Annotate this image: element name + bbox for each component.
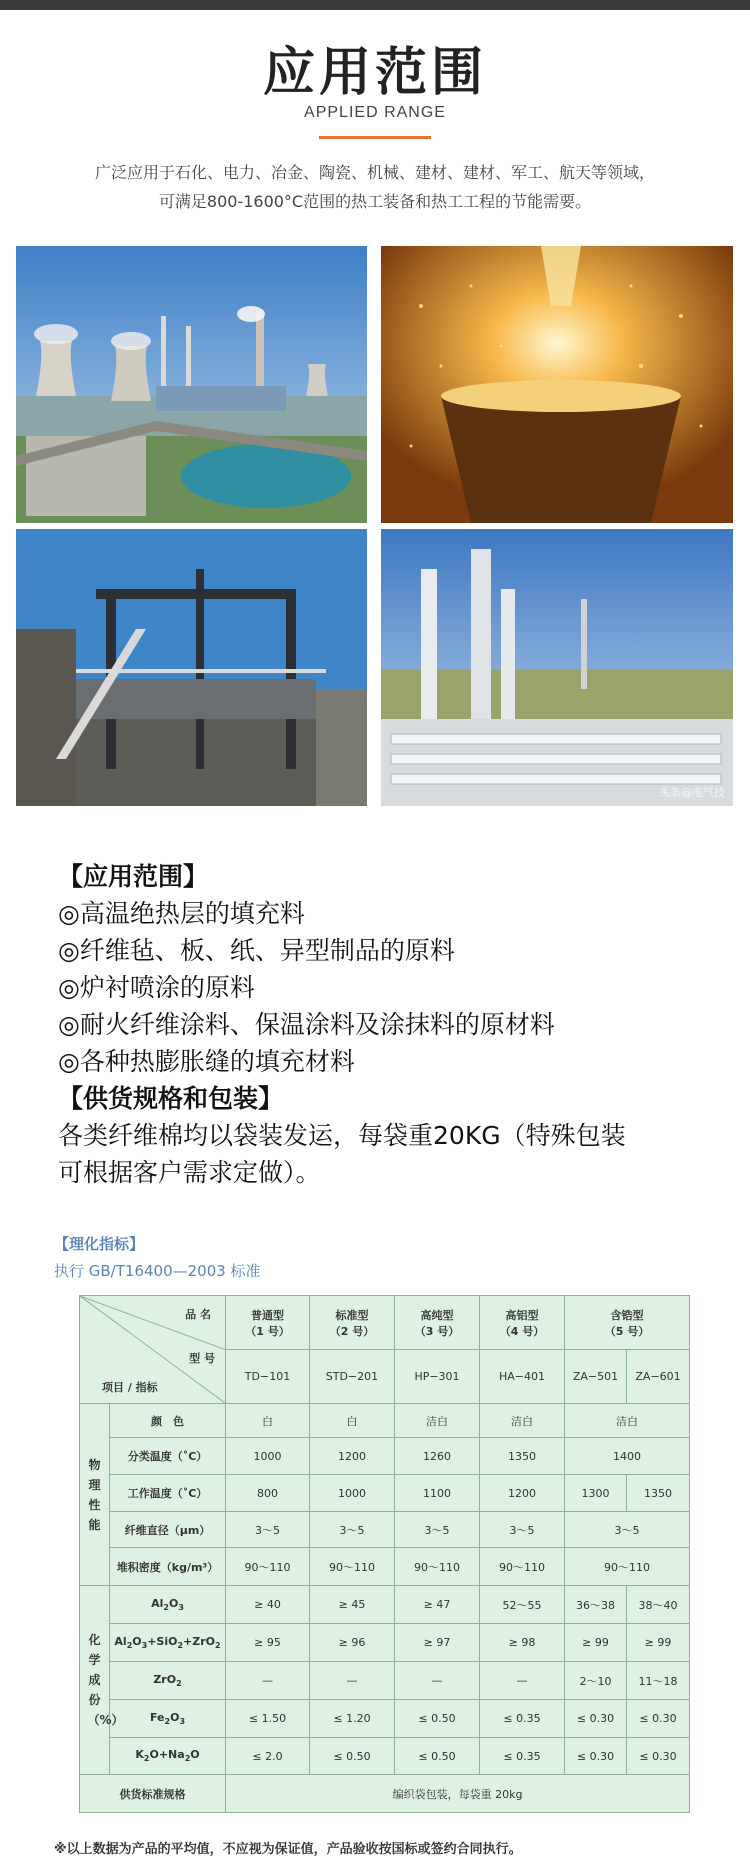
table-row	[80, 1438, 690, 1475]
row-label: 工作温度（˚C）	[110, 1475, 226, 1512]
cell: 3～5	[565, 1512, 690, 1548]
cell: 38～40	[627, 1586, 690, 1624]
cell: 1300	[565, 1475, 627, 1512]
packaging-line-2: 可根据客户需求定做）。	[58, 1158, 321, 1187]
application-item: ◎各种热膨胀缝的填充材料	[58, 1047, 355, 1076]
cell: 1350	[480, 1438, 565, 1475]
row-label-al2o3: $Al_2O_3$	[110, 1586, 226, 1624]
top-bar	[0, 0, 750, 10]
application-item: ◎纤维毡、板、纸、异型制品的原料	[58, 936, 455, 965]
cell: —	[226, 1662, 310, 1700]
lab-standard: 执行 GB/T16400—2003 标准	[54, 1262, 261, 1280]
model-cell: HP−301	[395, 1350, 480, 1404]
row-label: 供货标准规格	[80, 1775, 226, 1813]
power-plant-photo	[16, 246, 367, 523]
steel-structure-photo	[16, 529, 367, 806]
cell: 90～110	[395, 1548, 480, 1586]
table-row	[80, 1512, 690, 1548]
cell: 洁白	[395, 1404, 480, 1438]
cell: ≤ 0.30	[627, 1738, 690, 1775]
cell: 2～10	[565, 1662, 627, 1700]
cell: 90～110	[480, 1548, 565, 1586]
table-row	[80, 1548, 690, 1586]
row-label-sum: $Al_2O_3+SiO_2+ZrO_2$	[110, 1624, 226, 1662]
row-label: 纤维直径（μm）	[110, 1512, 226, 1548]
row-label-k2o: $K_2O+Na_2O$	[110, 1738, 226, 1775]
row-label-zro2: ZrO$_2$	[110, 1662, 226, 1700]
type-header: 高铝型 （4 号）	[480, 1296, 565, 1350]
corner-model-label: 型 号	[189, 1352, 215, 1365]
cell: 3～5	[395, 1512, 480, 1548]
group-physical-label: 物理性能	[80, 1404, 110, 1586]
cell: 1350	[627, 1475, 690, 1512]
cell: ≤ 0.50	[395, 1700, 480, 1738]
cell: ≤ 0.35	[480, 1700, 565, 1738]
cell: 洁白	[480, 1404, 565, 1438]
page-subtitle: APPLIED RANGE	[304, 104, 446, 121]
table-row	[80, 1700, 690, 1738]
property-table	[79, 1295, 690, 1813]
intro-text	[40, 158, 710, 216]
table-row	[80, 1404, 690, 1438]
cell: 3～5	[226, 1512, 310, 1548]
cell: 洁白	[565, 1404, 690, 1438]
cell: 90～110	[226, 1548, 310, 1586]
cell: 3～5	[480, 1512, 565, 1548]
application-item: ◎炉衬喷涂的原料	[58, 973, 255, 1002]
row-label-fe2o3: $Fe_2O_3$	[110, 1700, 226, 1738]
table-row	[80, 1296, 690, 1350]
cell: ≤ 0.35	[480, 1738, 565, 1775]
cell: 3～5	[310, 1512, 395, 1548]
cell: 1200	[310, 1438, 395, 1475]
footnote: ※以上数据为产品的平均值，不应视为保证值，产品验收按国标或签约合同执行。	[54, 1842, 522, 1857]
row-label: 堆积密度（kg/m³）	[110, 1548, 226, 1586]
cell: 1400	[565, 1438, 690, 1475]
application-heading: 【应用范围】	[58, 862, 209, 891]
group-chemical-label: 化学成份（%）	[80, 1586, 110, 1775]
corner-name-label: 品 名	[185, 1308, 211, 1321]
cell: ≤ 0.30	[627, 1700, 690, 1738]
cell: ≥ 47	[395, 1586, 480, 1624]
cell: ≤ 0.30	[565, 1700, 627, 1738]
cell: 90～110	[310, 1548, 395, 1586]
type-header: 高纯型 （3 号）	[395, 1296, 480, 1350]
table-row	[80, 1738, 690, 1775]
cell: 1100	[395, 1475, 480, 1512]
cell: —	[395, 1662, 480, 1700]
cell: 白	[226, 1404, 310, 1438]
model-cell: STD−201	[310, 1350, 395, 1404]
cell: ≤ 1.20	[310, 1700, 395, 1738]
refinery-photo	[381, 529, 733, 806]
cell: ≤ 0.30	[565, 1738, 627, 1775]
cell: 800	[226, 1475, 310, 1512]
cell: 11～18	[627, 1662, 690, 1700]
model-cell: HA−401	[480, 1350, 565, 1404]
type-header: 普通型 （1 号）	[226, 1296, 310, 1350]
cell: 52～55	[480, 1586, 565, 1624]
lab-heading: 【理化指标】	[54, 1235, 145, 1253]
cell: ≥ 40	[226, 1586, 310, 1624]
corner-item-label: 项目 / 指标	[102, 1381, 158, 1394]
row-label: 分类温度（˚C）	[110, 1438, 226, 1475]
table-row	[80, 1775, 690, 1813]
cell: 1200	[480, 1475, 565, 1512]
intro-line-2: 可满足800-1600°C范围的热工装备和热工工程的节能需要。	[158, 192, 592, 211]
model-cell: ZA−601	[627, 1350, 690, 1404]
cell: —	[310, 1662, 395, 1700]
cell: ≥ 98	[480, 1624, 565, 1662]
cell: 36～38	[565, 1586, 627, 1624]
photo-watermark: 头条@电气技	[659, 786, 725, 799]
cell: ≥ 95	[226, 1624, 310, 1662]
cell: ≤ 1.50	[226, 1700, 310, 1738]
spec-section	[58, 858, 718, 1191]
cell: ≥ 99	[627, 1624, 690, 1662]
intro-line-1: 广泛应用于石化、电力、冶金、陶瓷、机械、建材、建材、军工、航天等领域，	[94, 163, 655, 182]
cell: ≥ 97	[395, 1624, 480, 1662]
table-row	[80, 1475, 690, 1512]
cell: ≤ 0.50	[310, 1738, 395, 1775]
row-label: 颜 色	[110, 1404, 226, 1438]
cell: 90～110	[565, 1548, 690, 1586]
cell: 1000	[310, 1475, 395, 1512]
table-row	[80, 1662, 690, 1700]
molten-metal-photo	[381, 246, 733, 523]
title-underline	[319, 136, 431, 139]
model-cell: ZA−501	[565, 1350, 627, 1404]
cell: 1260	[395, 1438, 480, 1475]
type-header: 含锆型 （5 号）	[565, 1296, 690, 1350]
cell: ≤ 2.0	[226, 1738, 310, 1775]
table-row	[80, 1624, 690, 1662]
packaging-line-1: 各类纤维棉均以袋装发运，每袋重20KG（特殊包装	[58, 1121, 626, 1150]
cell: ≥ 45	[310, 1586, 395, 1624]
supply-cell: 编织袋包装，每袋重 20kg	[226, 1775, 690, 1813]
application-item: ◎高温绝热层的填充料	[58, 899, 305, 928]
cell: —	[480, 1662, 565, 1700]
packaging-heading: 【供货规格和包装】	[58, 1084, 284, 1113]
table-row	[80, 1586, 690, 1624]
cell: ≤ 0.50	[395, 1738, 480, 1775]
table-corner	[80, 1296, 226, 1404]
application-item: ◎耐火纤维涂料、保温涂料及涂抹料的原材料	[58, 1010, 555, 1039]
model-cell: TD−101	[226, 1350, 310, 1404]
cell: 白	[310, 1404, 395, 1438]
page-title: 应用范围	[262, 43, 487, 103]
cell: 1000	[226, 1438, 310, 1475]
type-header: 标准型 （2 号）	[310, 1296, 395, 1350]
cell: ≥ 99	[565, 1624, 627, 1662]
cell: ≥ 96	[310, 1624, 395, 1662]
